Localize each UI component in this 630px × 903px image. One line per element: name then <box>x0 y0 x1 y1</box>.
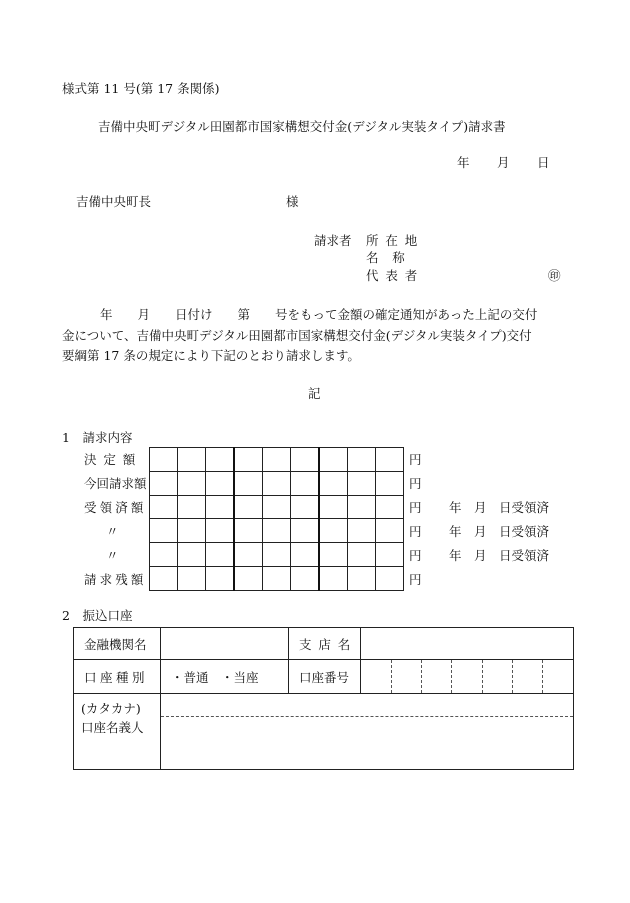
bank-name-label: 金融機関名 <box>74 628 161 660</box>
account-type-options: ・普通 ・当座 <box>161 660 289 694</box>
unit-yen-1: 円 <box>409 452 422 467</box>
row-label-current: 今回請求額 <box>84 476 147 491</box>
account-type-label <box>74 660 161 694</box>
row-label-ditto-2: 〃 <box>106 548 119 563</box>
bank-account-table <box>73 627 574 770</box>
addressee-honorific: 様 <box>286 194 299 209</box>
account-holder-cell <box>161 694 574 770</box>
unit-yen-4: 円 <box>409 524 422 539</box>
bank-name-cell <box>161 628 289 660</box>
section2-heading: 2 振込口座 <box>62 608 133 623</box>
amount-digit-grid <box>149 447 404 591</box>
branch-cell <box>361 628 574 660</box>
body-line-2: 金について、吉備中央町デジタル田園都市国家構想交付金(デジタル実装タイプ)交付 <box>62 328 532 343</box>
account-number-cells <box>361 660 574 694</box>
requester-rep-label: 代表者 <box>366 268 425 283</box>
account-holder-label: 口座名義人 <box>81 719 144 735</box>
received-note-1: 年 月 日受領済 <box>449 500 550 515</box>
row-label-remaining: 請求残額 <box>84 572 147 587</box>
account-holder-label-cell <box>74 694 161 770</box>
requester-label: 請求者 <box>314 233 352 248</box>
section1-heading: 1 請求内容 <box>62 430 133 445</box>
unit-yen-6: 円 <box>409 572 422 587</box>
requester-address-label: 所在地 <box>366 233 425 248</box>
branch-label <box>289 628 361 660</box>
date-day-label: 日 <box>537 155 550 170</box>
unit-yen-5: 円 <box>409 548 422 563</box>
kana-label: (カタカナ) <box>81 701 141 716</box>
form-number: 様式第 11 号(第 17 条関係) <box>62 81 220 96</box>
ki-mark: 記 <box>308 386 321 401</box>
addressee-name: 吉備中央町長 <box>76 194 152 209</box>
account-number-label: 口座番号 <box>289 660 361 694</box>
account-type-label-text: 口座種別 <box>84 669 149 685</box>
row-label-received: 受領済額 <box>84 500 147 515</box>
unit-yen-3: 円 <box>409 500 422 515</box>
body-line-3: 要綱第 17 条の規定により下記のとおり請求します。 <box>62 348 360 363</box>
account-number-digit-grid <box>361 660 573 693</box>
row-label-decided: 決定額 <box>84 452 143 467</box>
form-title: 吉備中央町デジタル田園都市国家構想交付金(デジタル実装タイプ)請求書 <box>98 119 506 134</box>
date-year-label: 年 <box>457 155 470 170</box>
seal-mark: ㊞ <box>548 268 561 283</box>
date-month-label: 月 <box>497 155 510 170</box>
branch-label-text: 支店名 <box>299 636 358 652</box>
kana-divider <box>161 694 573 717</box>
body-line-1: 年 月 日付け 第 号をもって金額の確定通知があった上記の交付 <box>100 307 538 322</box>
received-note-2: 年 月 日受領済 <box>449 524 550 539</box>
unit-yen-2: 円 <box>409 476 422 491</box>
row-label-ditto-1: 〃 <box>106 524 119 539</box>
received-note-3: 年 月 日受領済 <box>449 548 550 563</box>
requester-name-label: 名称 <box>366 250 419 265</box>
